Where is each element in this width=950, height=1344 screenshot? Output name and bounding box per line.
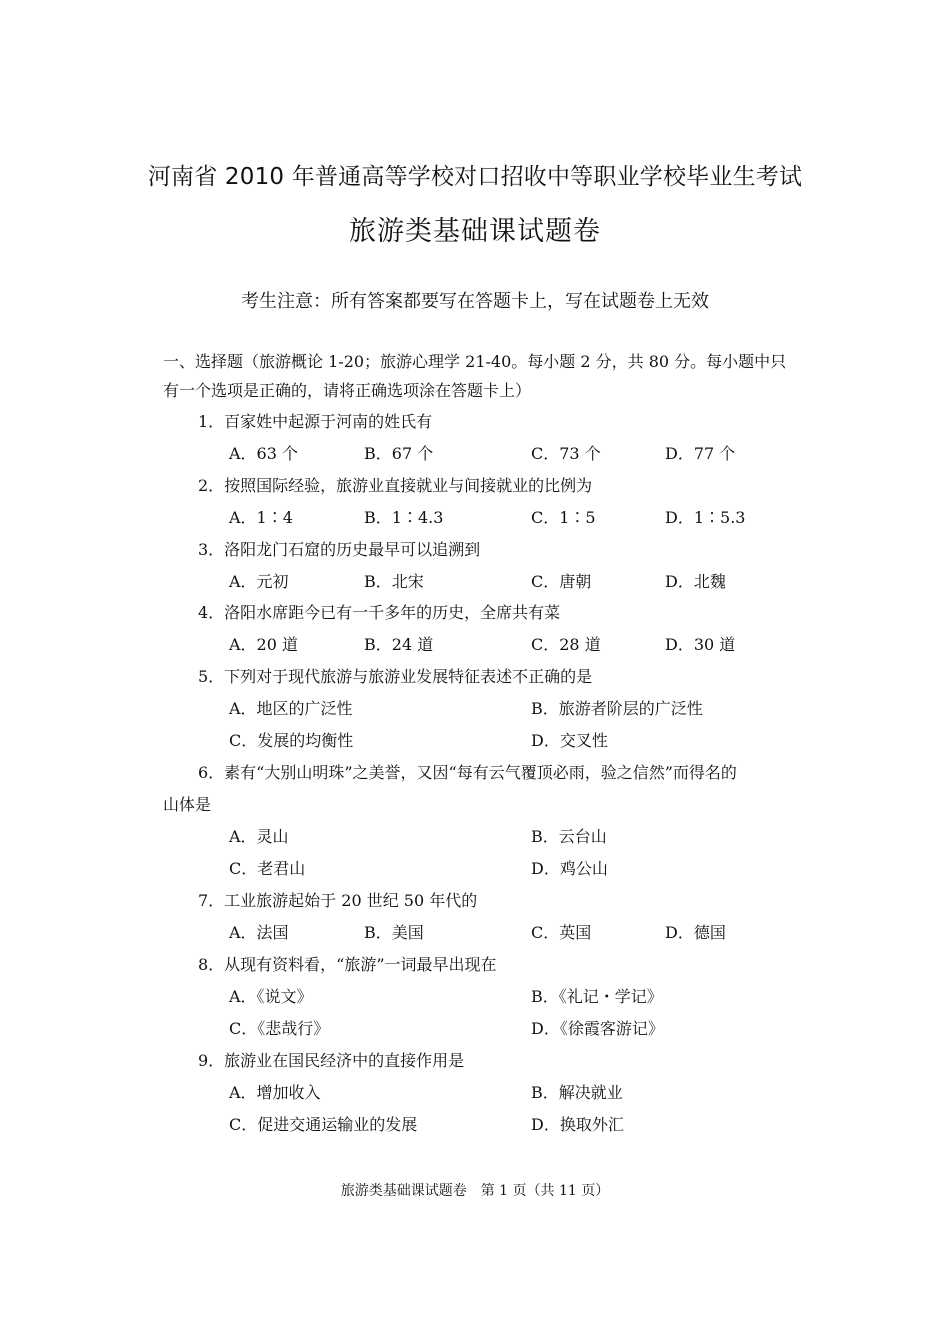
question-4-option-c: C．28 道 <box>531 635 601 654</box>
question-3-option-a: A．元初 <box>229 572 289 591</box>
question-7-stem: 7．工业旅游起始于 20 世纪 50 年代的 <box>198 891 478 910</box>
question-4-stem: 4．洛阳水席距今已有一千多年的历史，全席共有菜 <box>198 603 561 622</box>
question-5-option-b: B．旅游者阶层的广泛性 <box>531 699 703 718</box>
section-instruction-text: （旅游概论 1-20；旅游心理学 21-40。每小题 2 分，共 80 分。每小题中只 <box>243 352 787 371</box>
page-footer: 旅游类基础课试题卷 第 1 页（共 11 页） <box>340 1183 610 1199</box>
question-3-stem: 3．洛阳龙门石窟的历史最早可以追溯到 <box>198 540 481 559</box>
question-6-option-d: D．鸡公山 <box>531 859 608 878</box>
exam-title-line1: 河南省 2010 年普通高等学校对口招收中等职业学校毕业生考试 <box>147 164 803 190</box>
question-2-option-a: A．1∶4 <box>229 508 293 527</box>
question-7-option-d: D．德国 <box>665 923 726 942</box>
question-2-option-b: B．1∶4.3 <box>364 508 444 527</box>
question-9-option-a: A．增加收入 <box>229 1083 321 1102</box>
section-instruction-cont: 有一个选项是正确的，请将正确选项涂在答题卡上） <box>163 381 532 400</box>
question-9-option-b: B．解决就业 <box>531 1083 623 1102</box>
section-instruction <box>163 349 786 372</box>
question-3-option-c: C．唐朝 <box>531 572 592 591</box>
question-6-stem: 6．素有“大别山明珠”之美誉，又因“每有云气覆顶必雨，验之信然”而得名的 <box>198 763 737 782</box>
question-8-option-c: C．《悲哉行》 <box>229 1019 330 1038</box>
question-6-option-b: B．云台山 <box>531 827 607 846</box>
question-4-option-b: B．24 道 <box>364 635 434 654</box>
question-3-option-d: D．北魏 <box>665 572 726 591</box>
question-5-option-d: D．交叉性 <box>531 731 608 750</box>
question-7-option-a: A．法国 <box>229 923 289 942</box>
question-1-option-d: D．77 个 <box>665 444 736 463</box>
question-8-option-a: A．《说文》 <box>229 987 313 1006</box>
question-8-option-d: D．《徐霞客游记》 <box>531 1019 664 1038</box>
question-6-option-c: C．老君山 <box>229 859 306 878</box>
question-8-option-b: B．《礼记・学记》 <box>531 987 663 1006</box>
question-5-stem: 5．下列对于现代旅游与旅游业发展特征表述不正确的是 <box>198 667 593 686</box>
candidate-notice: 考生注意：所有答案都要写在答题卡上，写在试题卷上无效 <box>241 291 709 312</box>
exam-title-line2: 旅游类基础课试题卷 <box>349 216 601 247</box>
question-1-option-b: B．67 个 <box>364 444 434 463</box>
question-9-option-d: D．换取外汇 <box>531 1115 624 1134</box>
question-4-option-d: D．30 道 <box>665 635 736 654</box>
question-2-stem: 2．按照国际经验，旅游业直接就业与间接就业的比例为 <box>198 476 593 495</box>
question-1-option-a: A．63 个 <box>229 444 299 463</box>
question-1-stem: 1．百家姓中起源于河南的姓氏有 <box>198 412 433 431</box>
section-heading: 一、选择题 <box>163 352 244 371</box>
question-2-option-c: C．1∶5 <box>531 508 596 527</box>
question-5-option-c: C．发展的均衡性 <box>229 731 354 750</box>
question-6-stem-cont: 山体是 <box>163 795 212 814</box>
question-9-stem: 9．旅游业在国民经济中的直接作用是 <box>198 1051 465 1070</box>
question-7-option-b: B．美国 <box>364 923 424 942</box>
question-3-option-b: B．北宋 <box>364 572 424 591</box>
question-8-stem: 8．从现有资料看，“旅游”一词最早出现在 <box>198 955 497 974</box>
question-1-option-c: C．73 个 <box>531 444 601 463</box>
question-4-option-a: A．20 道 <box>229 635 299 654</box>
question-2-option-d: D．1∶5.3 <box>665 508 746 527</box>
question-9-option-c: C．促进交通运输业的发展 <box>229 1115 418 1134</box>
question-6-option-a: A．灵山 <box>229 827 289 846</box>
question-5-option-a: A．地区的广泛性 <box>229 699 353 718</box>
question-7-option-c: C．英国 <box>531 923 592 942</box>
